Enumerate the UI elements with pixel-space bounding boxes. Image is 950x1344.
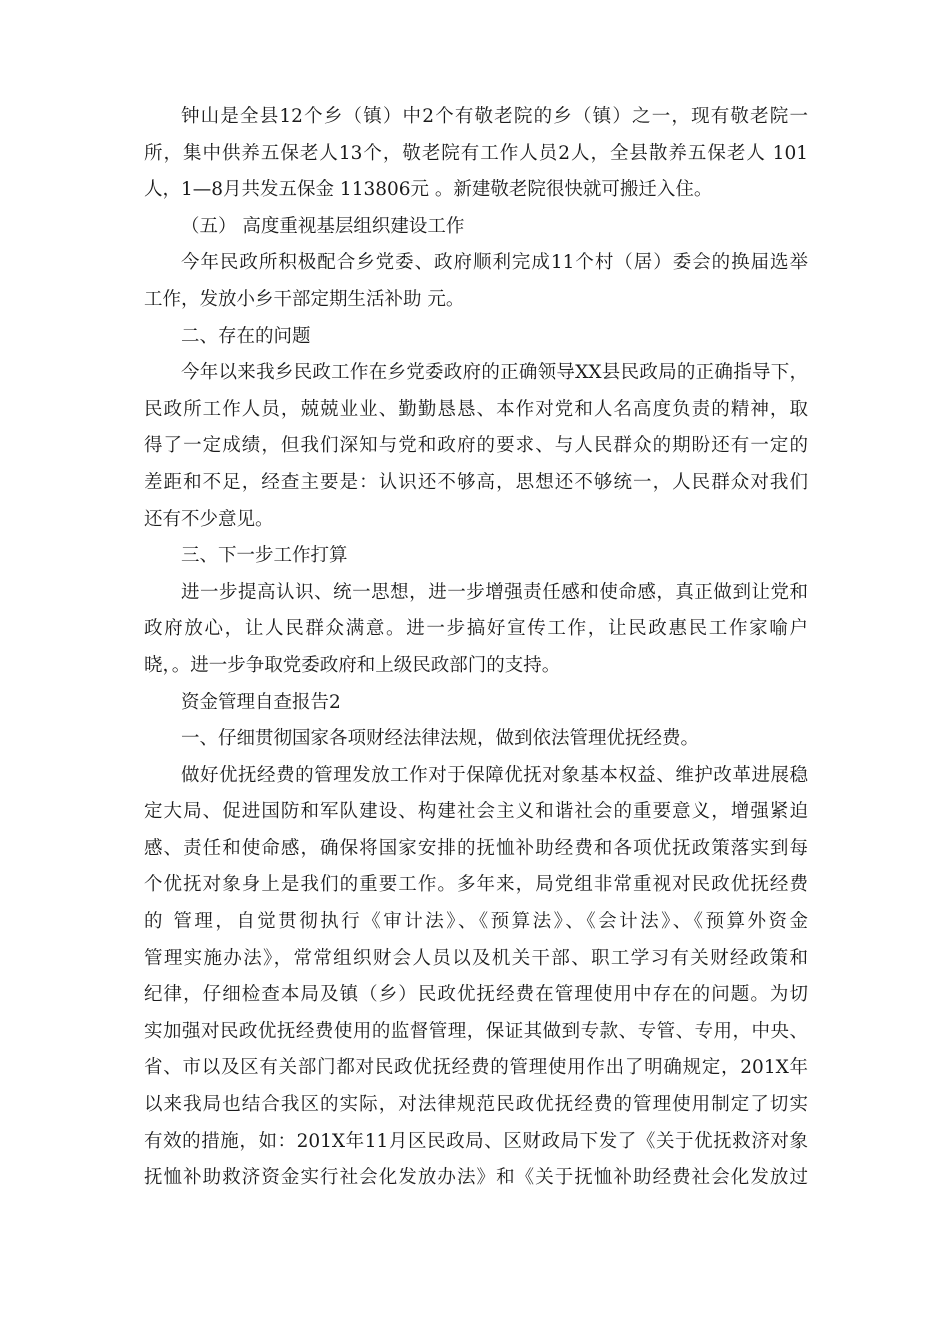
text-line: 做好优抚经费的管理发放工作对于保障优抚对象基本权益、维护改革进展稳: [181, 764, 808, 786]
text-line: 进一步提高认识、统一思想，进一步增强责任感和使命感，真正做到让党和: [181, 581, 808, 603]
text-line: 今年民政所积极配合乡党委、政府顺利完成11个村（居）委会的换届选举: [181, 252, 808, 274]
text-line: 一、仔细贯彻国家各项财经法律法规，做到依法管理优抚经费。: [181, 728, 700, 750]
text-line: （五） 高度重视基层组织建设工作: [181, 215, 465, 237]
text-line: 得了一定成绩，但我们深知与党和政府的要求、与人民群众的期盼还有一定的: [144, 435, 808, 457]
text-line: 纪律，仔细检查本局及镇（乡）民政优抚经费在管理使用中存在的问题。为切: [144, 984, 808, 1006]
text-line: 人，1—8月共发五保金 113806元 。新建敬老院很快就可搬迁入住。: [144, 179, 713, 201]
text-line: 抚恤补助救济资金实行社会化发放办法》和《关于抚恤补助经费社会化发放过: [144, 1167, 808, 1189]
text-line: 实加强对民政优抚经费使用的监督管理，保证其做到专款、专管、专用，中央、: [144, 1020, 808, 1042]
text-line: 政府放心，让人民群众满意。进一步搞好宣传工作，让民政惠民工作家喻户: [144, 618, 808, 640]
text-line: 资金管理自查报告2: [181, 691, 341, 713]
text-line: 以来我局也结合我区的实际，对法律规范民政优抚经费的管理使用制定了切实: [144, 1094, 808, 1116]
text-line: 晓，。进一步争取党委政府和上级民政部门的支持。: [144, 654, 561, 676]
text-line: 所，集中供养五保老人13个，敬老院有工作人员2人，全县散养五保老人 101: [144, 142, 808, 164]
text-line: 管理实施办法》，常常组织财会人员以及机关干部、职工学习有关财经政策和: [144, 947, 808, 969]
text-line: 的 管理，自觉贯彻执行《审计法》、《预算法》、《会计法》、《预算外资金: [144, 911, 808, 933]
text-line: 今年以来我乡民政工作在乡党委政府的正确领导XX县民政局的正确指导下，: [181, 362, 808, 384]
text-line: 差距和不足，经查主要是：认识还不够高，思想还不够统一，人民群众对我们: [144, 471, 808, 493]
text-line: 还有不少意见。: [144, 508, 274, 530]
text-line: 二、存在的问题: [181, 325, 311, 347]
text-line: 工作，发放小乡干部定期生活补助 元。: [144, 288, 465, 310]
text-line: 个优抚对象身上是我们的重要工作。多年来，局党组非常重视对民政优抚经费: [144, 874, 808, 896]
text-line: 三、下一步工作打算: [181, 545, 348, 567]
text-line: 钟山是全县12个乡（镇）中2个有敬老院的乡（镇）之一，现有敬老院一: [181, 106, 808, 127]
document-body: [144, 99, 808, 1197]
text-line: 定大局、促进国防和军队建设、构建社会主义和谐社会的重要意义，增强紧迫: [144, 801, 808, 823]
text-line: 有效的措施，如：201X年11月区民政局、区财政局下发了《关于优抚救济对象: [144, 1130, 808, 1152]
text-line: 感、责任和使命感，确保将国家安排的抚恤补助经费和各项优抚政策落实到每: [144, 837, 808, 859]
text-line: 民政所工作人员，兢兢业业、勤勤恳恳、本作对党和人名高度负责的精神，取: [144, 398, 808, 420]
text-line: 省、市以及区有关部门都对民政优抚经费的管理使用作出了明确规定，201X年: [144, 1057, 808, 1079]
